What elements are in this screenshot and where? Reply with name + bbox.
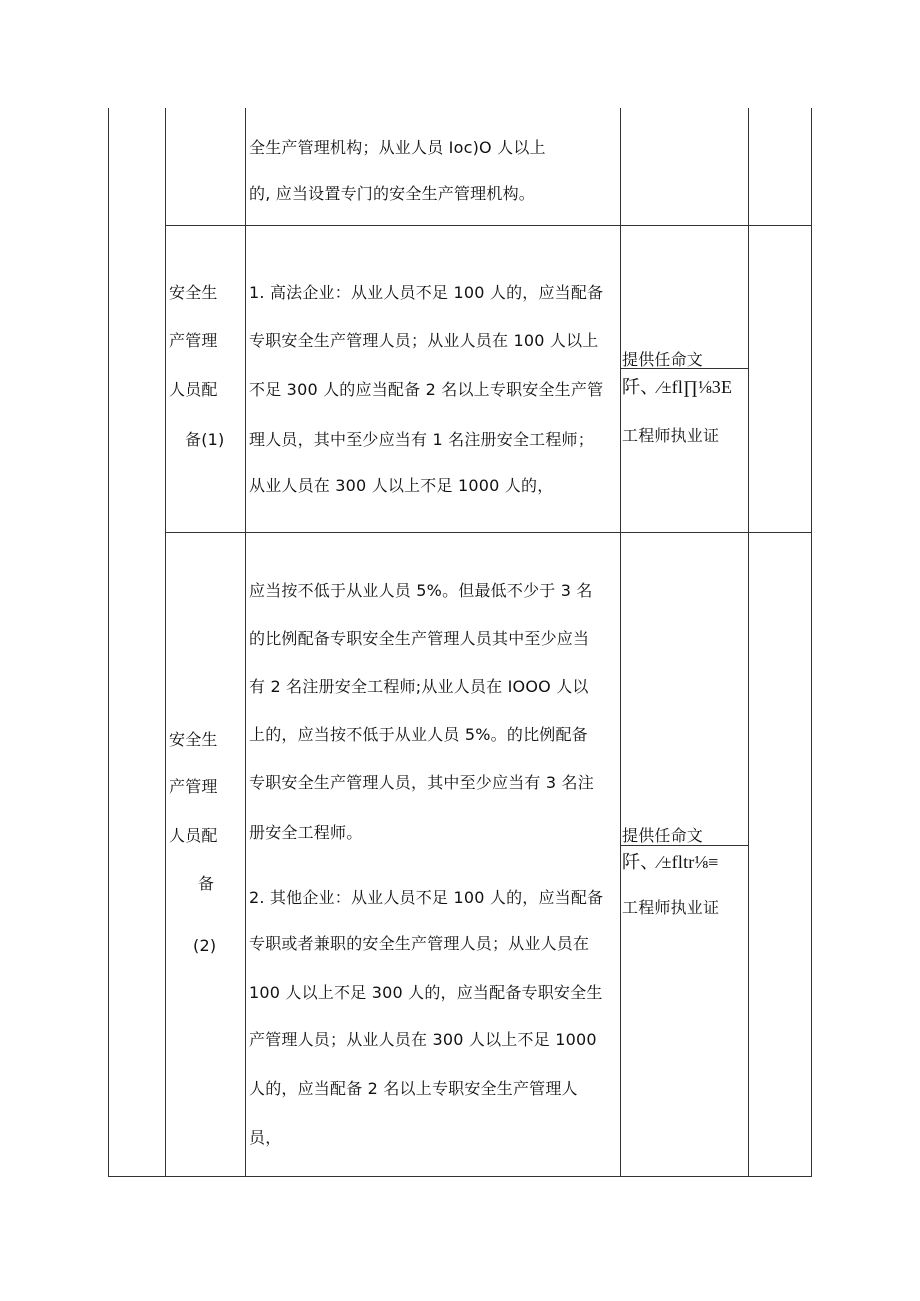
row1-content-line-3: 不足 300 人的应当配备 2 名以上专职安全生产管 [249,380,604,399]
row2-content-line-2: 的比例配备专职安全生产管理人员其中至少应当 [249,629,590,648]
row2-content-line-1: 应当按不低于从业人员 5%。但最低不少于 3 名 [249,581,593,600]
column-divider-4 [748,108,749,1177]
row1-evidence-line-3: 工程师执业证 [622,426,720,445]
row2-evidence-line-3: 工程师执业证 [622,898,720,917]
row2-content-line-3: 有 2 名注册安全工程师;从业人员在 IOOO 人以 [249,677,589,696]
row1-evidence-line-2: 阡、⁄±fl∏⅛3E [622,377,733,397]
row2-content-line-10: 产管理人员；从业人员在 300 人以上不足 1000 [249,1030,597,1049]
table-border-left [108,108,109,1177]
row1-content-line-4: 理人员，其中至少应当有 1 名注册安全工程师； [249,430,594,449]
table-border-bottom [108,1176,812,1177]
column-divider-1 [165,108,166,1177]
row1-evidence-line-1: 提供任命文 [622,350,704,369]
row2-evidence-line-2: 阡、⁄±fltr⅛≡ [622,852,719,872]
item2-line-3: 人员配 [169,826,218,845]
row2-evidence-line-1: 提供任命文 [622,826,704,845]
row2-content-line-11: 人的，应当配备 2 名以上专职安全生产管理人 [249,1079,578,1098]
top-content-line-2: 的, 应当设置专门的安全生产管理机构。 [249,184,535,203]
row2-content-line-5: 专职安全生产管理人员，其中至少应当有 3 名注 [249,773,594,792]
row1-content-line-5: 从业人员在 300 人以上不足 1000 人的， [249,476,554,495]
row2-content-line-9: 100 人以上不足 300 人的，应当配备专职安全生 [249,983,603,1002]
top-content-line-1: 全生产管理机构；从业人员 Ioc)O 人以上 [249,138,546,157]
row2-content-line-6: 册安全工程师。 [249,823,363,842]
column-divider-3 [620,108,621,1177]
row2-content-line-4: 上的，应当按不低于从业人员 5%。的比例配备 [249,725,588,744]
row2-content-line-12: 员， [249,1128,282,1147]
item2-line-5: (2) [193,936,217,955]
item1-line-1: 安全生 [169,283,218,302]
row-divider-2 [165,532,812,533]
row2-content-line-7: 2. 其他企业：从业人员不足 100 人的，应当配备 [249,888,604,907]
item1-line-3: 人员配 [169,380,218,399]
item2-line-4: 备 [198,874,215,893]
item1-line-2: 产管理 [169,331,218,350]
row-divider-1 [165,225,812,226]
row2-content-line-8: 专职或者兼职的安全生产管理人员；从业人员在 [249,934,590,953]
item2-line-2: 产管理 [169,777,218,796]
column-divider-2 [245,108,246,1177]
row1-content-line-2: 专职安全生产管理人员；从业人员在 100 人以上 [249,331,599,350]
item2-line-1: 安全生 [169,730,218,749]
item1-line-4: 备(1) [185,430,225,449]
table-border-right [811,108,812,1177]
row1-content-line-1: 1. 高法企业：从业人员不足 100 人的，应当配备 [249,283,604,302]
